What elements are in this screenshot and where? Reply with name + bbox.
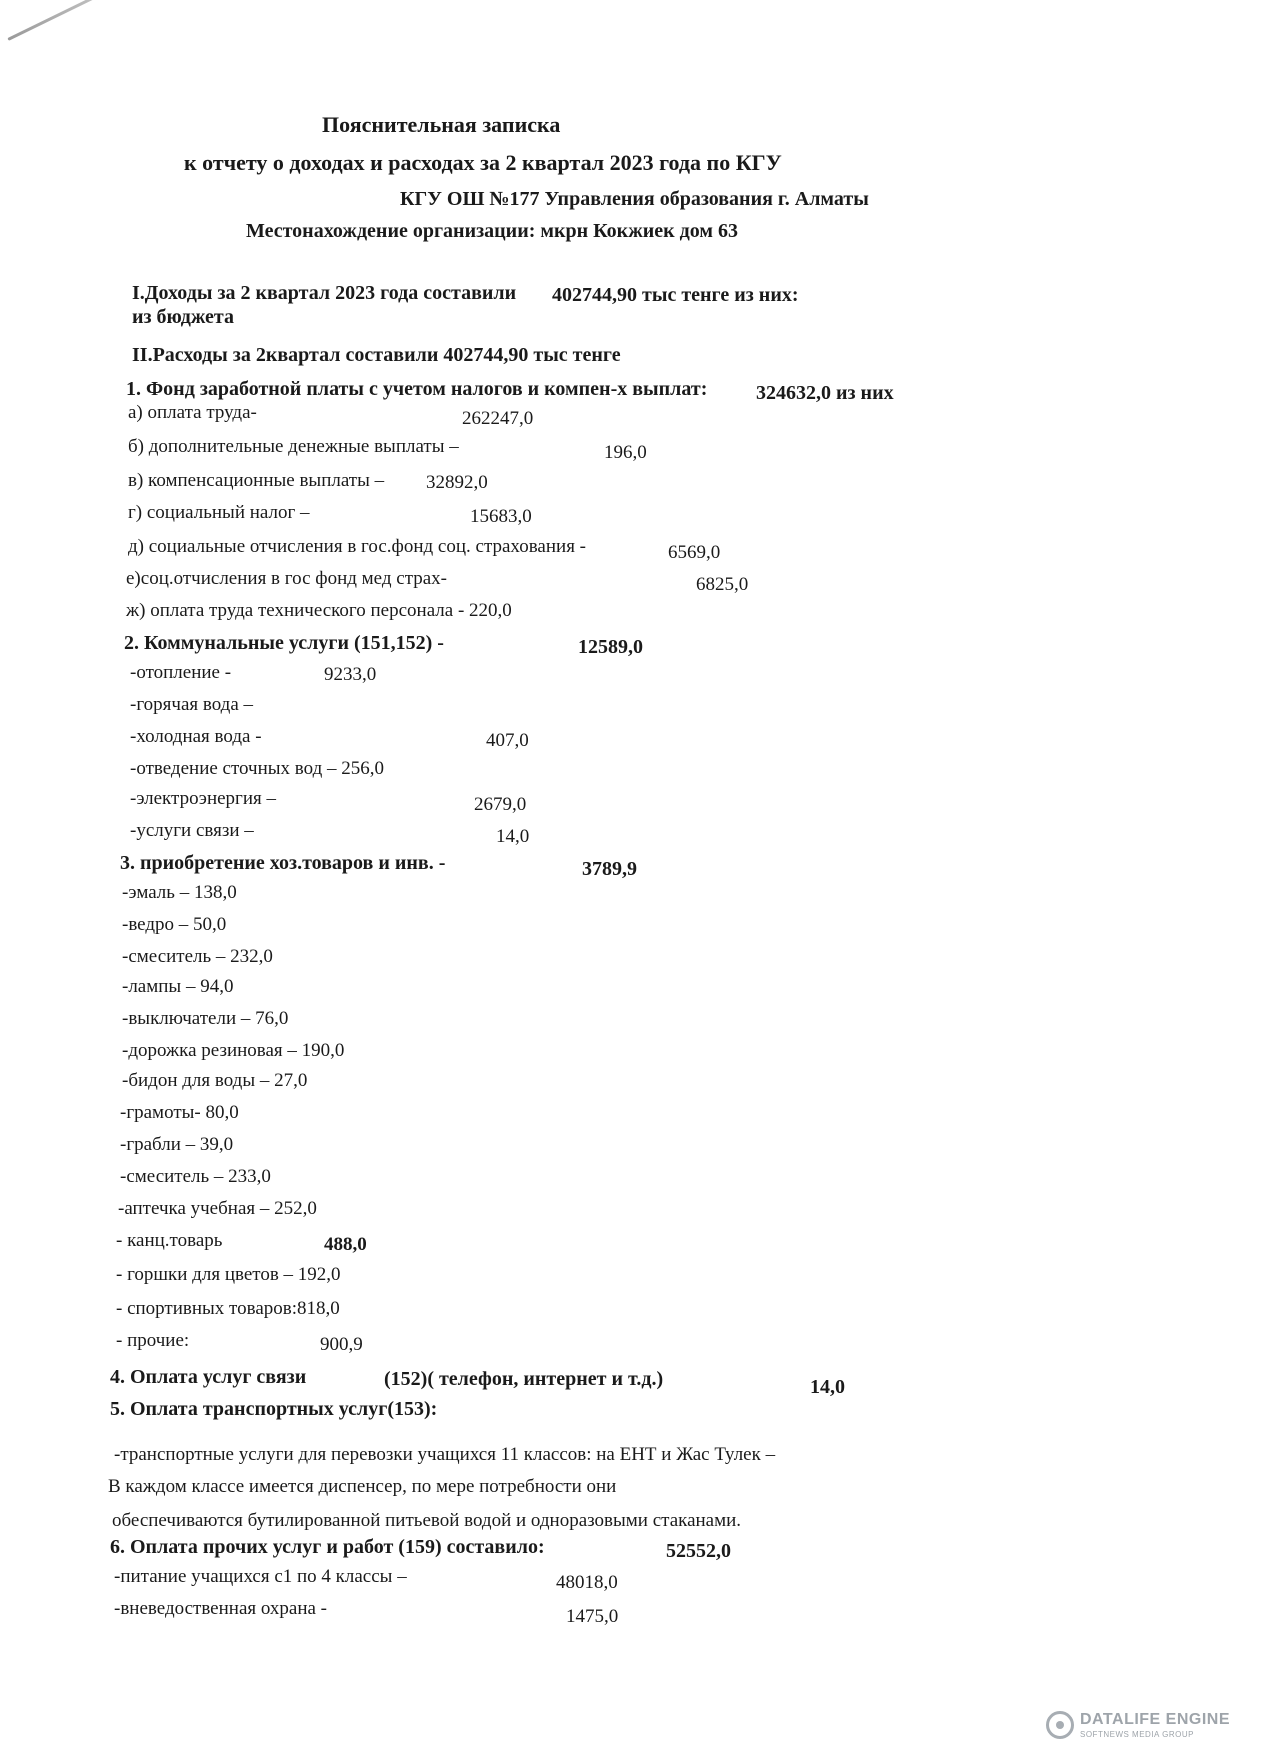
list-item-label: б) дополнительные денежные выплаты – <box>128 436 459 457</box>
list-item-value: 32892,0 <box>426 472 488 493</box>
section2-title: 2. Коммунальные услуги (151,152) - <box>124 632 444 654</box>
list-item-label: -эмаль – 138,0 <box>122 882 237 903</box>
list-item-label: - канц.товарь <box>116 1230 223 1251</box>
document-title: Пояснительная записка <box>322 112 561 137</box>
list-item-label: -грабли – 39,0 <box>120 1134 234 1155</box>
organization-name: КГУ ОШ №177 Управления образования г. Алматы <box>400 188 869 210</box>
list-item-label: - спортивных товаров:818,0 <box>116 1298 340 1319</box>
list-item-label: г) социальный налог – <box>128 502 310 523</box>
scan-artifact <box>7 0 116 41</box>
section6-title: 6. Оплата прочих услуг и работ (159) составило: <box>110 1536 545 1558</box>
section4-total: 14,0 <box>810 1376 845 1398</box>
list-item-value: 900,9 <box>320 1334 363 1355</box>
list-item-label: а) оплата труда- <box>128 402 257 423</box>
section1-title: 1. Фонд заработной платы с учетом налогов и компен-х выплат: <box>126 378 708 400</box>
list-item-value: 407,0 <box>486 730 529 751</box>
section4-title: 4. Оплата услуг связи <box>110 1366 307 1388</box>
list-item-value: 48018,0 <box>556 1572 618 1593</box>
list-item-label: -бидон для воды – 27,0 <box>122 1070 308 1091</box>
list-item-label: -горячая вода – <box>130 694 254 715</box>
list-item-value: 9233,0 <box>324 664 377 685</box>
list-item-label: -питание учащихся с1 по 4 классы – <box>114 1566 407 1587</box>
section5-line: обеспечиваются бутилированной питьевой водой и одноразовыми стаканами. <box>112 1510 742 1531</box>
expenses-label: II.Расходы за 2квартал составили 402744,90 тыс тенге <box>132 344 621 366</box>
list-item-label: -лампы – 94,0 <box>122 976 234 997</box>
section5-title: 5. Оплата транспортных услуг(153): <box>110 1398 438 1420</box>
list-item-value: 262247,0 <box>462 408 534 429</box>
section4-detail: (152)( телефон, интернет и т.д.) <box>384 1368 664 1390</box>
list-item-label: -отопление - <box>130 662 232 683</box>
list-item-value: 15683,0 <box>470 506 532 527</box>
watermark <box>1046 1709 1266 1743</box>
list-item-label: -смеситель – 233,0 <box>120 1166 271 1187</box>
section5-line: В каждом классе имеется диспенсер, по мере потребности они <box>108 1476 617 1497</box>
list-item-label: - прочие: <box>116 1330 190 1351</box>
datalife-logo-icon <box>1046 1711 1074 1739</box>
list-item-value: 1475,0 <box>566 1606 619 1627</box>
income-source: из бюджета <box>132 306 235 328</box>
section1-total: 324632,0 из них <box>756 382 894 404</box>
list-item-label: -грамоты- 80,0 <box>120 1102 239 1123</box>
list-item-value: 6825,0 <box>696 574 749 595</box>
section6-total: 52552,0 <box>666 1540 731 1562</box>
list-item-label: -ведро – 50,0 <box>122 914 227 935</box>
list-item-label: в) компенсационные выплаты – <box>128 470 385 491</box>
section3-title: 3. приобретение хоз.товаров и инв. - <box>120 852 446 874</box>
list-item-label: -вневедоственная охрана - <box>114 1598 328 1619</box>
list-item-value: 196,0 <box>604 442 647 463</box>
list-item-value: 14,0 <box>496 826 530 847</box>
income-value: 402744,90 тыс тенге из них: <box>552 284 799 306</box>
list-item-value: 6569,0 <box>668 542 721 563</box>
watermark-subtitle: SOFTNEWS MEDIA GROUP <box>1080 1730 1195 1739</box>
list-item-label: ж) оплата труда технического персонала - 220,0 <box>126 600 512 621</box>
watermark-title: DATALIFE ENGINE <box>1080 1711 1231 1728</box>
list-item-value: 488,0 <box>324 1234 367 1255</box>
list-item-label: д) социальные отчисления в гос.фонд соц. страхования - <box>128 536 587 557</box>
list-item-label: -услуги связи – <box>130 820 254 841</box>
list-item-label: - горшки для цветов – 192,0 <box>116 1264 341 1285</box>
list-item-label: е)соц.отчисления в гос фонд мед страх- <box>126 568 448 589</box>
list-item-label: -смеситель – 232,0 <box>122 946 273 967</box>
income-label: I.Доходы за 2 квартал 2023 года составили <box>132 282 517 304</box>
list-item-label: -холодная вода - <box>130 726 262 747</box>
list-item-label: -аптечка учебная – 252,0 <box>118 1198 317 1219</box>
section5-line: -транспортные услуги для перевозки учащихся 11 классов: на ЕНТ и Жас Тулек – <box>114 1444 776 1465</box>
list-item-value: 2679,0 <box>474 794 527 815</box>
document-subtitle: к отчету о доходах и расходах за 2 квартал 2023 года по КГУ <box>184 150 782 175</box>
section2-total: 12589,0 <box>578 636 643 658</box>
list-item-label: -электроэнергия – <box>130 788 277 809</box>
list-item-label: -выключатели – 76,0 <box>122 1008 289 1029</box>
list-item-label: -отведение сточных вод – 256,0 <box>130 758 384 779</box>
organization-location: Местонахождение организации: мкрн Кокжиек дом 63 <box>246 220 738 242</box>
list-item-label: -дорожка резиновая – 190,0 <box>122 1040 345 1061</box>
section3-total: 3789,9 <box>582 858 637 880</box>
